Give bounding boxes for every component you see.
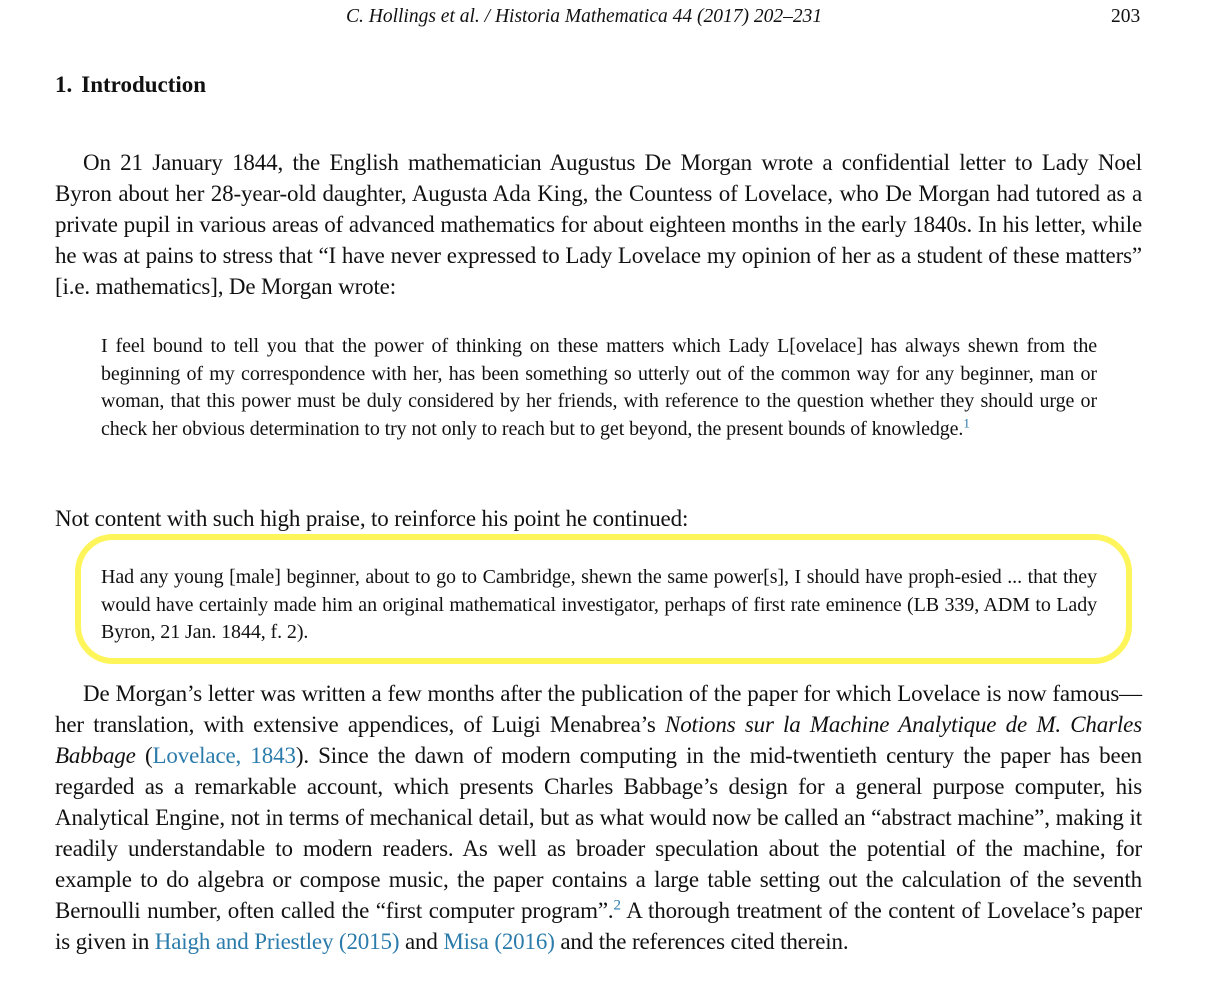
block-quote-2-highlighted: Had any young [male] beginner, about to go to Cambridge, shewn the same power[s], I should have proph-esied ... that they would have certainly made him an original mathematical investigator, perhaps of first rate eminence (LB 339, ADM to Lady Byron, 21 Jan. 1844, f. 2). bbox=[101, 566, 1097, 643]
italic-title: Notions sur la Machine Analytique de M. Charles Babbage bbox=[55, 712, 1142, 768]
footnote-marker-1[interactable]: 1 bbox=[963, 414, 970, 430]
running-head bbox=[0, 6, 1212, 36]
block-quote-1 bbox=[101, 333, 1097, 443]
citation-link-misa-2016[interactable]: Misa (2016) bbox=[443, 929, 555, 954]
text-run: A thorough treatment of the content of Lovelace’s paper is given in bbox=[55, 898, 1143, 954]
section-heading bbox=[55, 72, 206, 98]
paragraph-transition: Not content with such high praise, to reinforce his point he continued: bbox=[55, 506, 689, 531]
citation-link-lovelace-1843[interactable]: Lovelace, 1843 bbox=[152, 743, 296, 768]
paragraph-intro: On 21 January 1844, the English mathematician Augustus De Morgan wrote a confidential letter to Lady Noel Byron about her 28-year-old daughter, Augusta Ada King, the Countess of Lovelace, who De Morgan had tutored as a private pupil in various areas of advanced mathematics for about eighteen months in the early 1840s. In his letter, while he was at pains to stress that “I have never expressed to Lady Lovelace my opinion of her as a student of these matters” [i.e. mathematics], De Morgan wrote: bbox=[55, 150, 1142, 299]
text-run: ). Since the dawn of modern computing in the mid-twentieth century the paper has been regarded as a remarkable account, which presents Charles Babbage’s design for a general purpose computer, his Analytical Engine, not in terms of mechanical detail, but as what would now be called an “abstract machine”, making it readily understandable to modern readers. As well as broader speculation about the potential of the machine, for example to do algebra or compose music, the paper contains a large table setting out the calculation of the seventh Bernoulli number, often called the “first computer program”. bbox=[55, 743, 1142, 923]
text-run: and bbox=[399, 929, 444, 954]
quote-text: I feel bound to tell you that the power of thinking on these matters which Lady L[ovelace] has always shewn from the beginning of my correspondence with her, has been something so utterly out of the common way for any beginner, man or woman, that this power must be duly considered by her friends, with reference to the question whether they should urge or check her obvious determination to try not only to reach but to get beyond, the present bounds of knowledge. bbox=[101, 335, 1097, 440]
text-run: De Morgan’s letter was written a few months after the publication of the paper for which Lovelace is now famous—her translation, with extensive appendices, of Luigi Menabrea’s bbox=[55, 681, 1142, 737]
text-run: ( bbox=[135, 743, 153, 768]
text-run: and the references cited therein. bbox=[554, 929, 849, 954]
journal-citation: C. Hollings et al. / Historia Mathematica 44 (2017) 202–231 bbox=[346, 6, 823, 27]
paragraph-lovelace-paper bbox=[55, 678, 1142, 957]
footnote-marker-2[interactable]: 2 bbox=[613, 897, 621, 914]
section-number: 1. bbox=[55, 72, 73, 97]
page-number: 203 bbox=[1111, 6, 1141, 27]
section-title: Introduction bbox=[81, 72, 207, 97]
citation-link-haigh-priestley-2015[interactable]: Haigh and Priestley (2015) bbox=[154, 929, 400, 954]
